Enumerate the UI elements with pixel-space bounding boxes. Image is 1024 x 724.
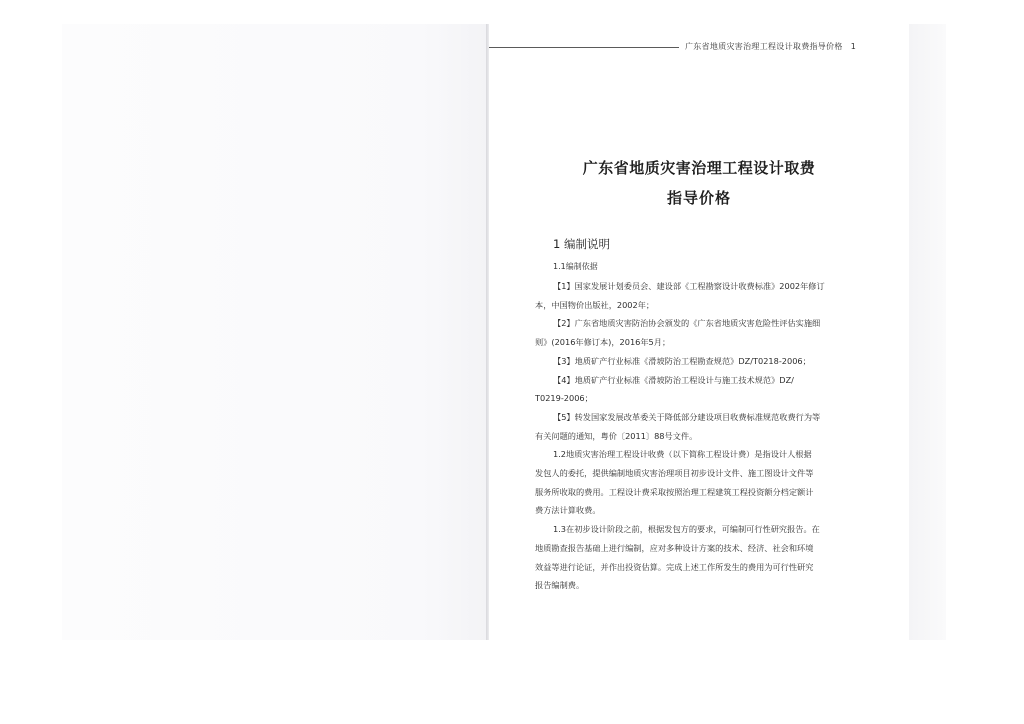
text-line: 【3】地质矿产行业标准《滑坡防治工程勘查规范》DZ/T0218-2006；	[553, 355, 811, 366]
right-page	[489, 24, 909, 640]
text-line: 有关问题的通知，粤价〔2011〕88号文件。	[535, 430, 698, 441]
text-line: 本，中国物价出版社，2002年；	[535, 299, 655, 310]
document-title-line-2: 指导价格	[666, 189, 731, 207]
body-text	[535, 277, 861, 595]
left-page-blank	[62, 24, 486, 640]
section-heading: 1 编制说明	[553, 237, 610, 251]
text-line: 地质勘查报告基础上进行编制，应对多种设计方案的技术、经济、社会和环境	[535, 542, 814, 553]
text-line: 则》(2016年修订本)，2016年5月；	[535, 337, 671, 348]
text-line: 【1】国家发展计划委员会、建设部《工程勘察设计收费标准》2002年修订	[553, 281, 825, 291]
document-title-line-1: 广东省地质灾害治理工程设计取费	[582, 159, 816, 177]
page-number: 1	[850, 42, 857, 51]
subsection-heading: 1.1编制依据	[553, 262, 598, 271]
text-line: 1.2地质灾害治理工程设计收费（以下简称工程设计费）是指设计人根据	[553, 449, 812, 460]
text-line: 【5】转发国家发展改革委关于降低部分建设项目收费标准规范收费行为等	[553, 411, 821, 422]
text-line: 报告编制费。	[535, 580, 585, 591]
running-header	[685, 41, 856, 52]
text-line: 服务所收取的费用。工程设计费采取按照治理工程建筑工程投资额分档定额计	[535, 486, 814, 497]
running-title: 广东省地质灾害治理工程设计取费指导价格	[685, 42, 843, 51]
text-line: 1.3在初步设计阶段之前，根据发包方的要求，可编制可行性研究报告。在	[553, 524, 820, 535]
text-line: T0219-2006；	[535, 393, 593, 404]
text-line: 费方法计算收费。	[535, 505, 601, 516]
text-line: 发包人的委托，提供编制地质灾害治理项目初步设计文件、施工图设计文件等	[535, 468, 814, 479]
text-line: 【4】地质矿产行业标准《滑坡防治工程设计与施工技术规范》DZ/	[553, 374, 794, 385]
header-rule	[489, 47, 679, 48]
text-line: 【2】广东省地质灾害防治协会颁发的《广东省地质灾害危险性评估实施细	[553, 318, 821, 329]
right-page-margin	[909, 24, 946, 640]
text-line: 效益等进行论证，并作出投资估算。完成上述工作所发生的费用为可行性研究	[535, 561, 814, 572]
